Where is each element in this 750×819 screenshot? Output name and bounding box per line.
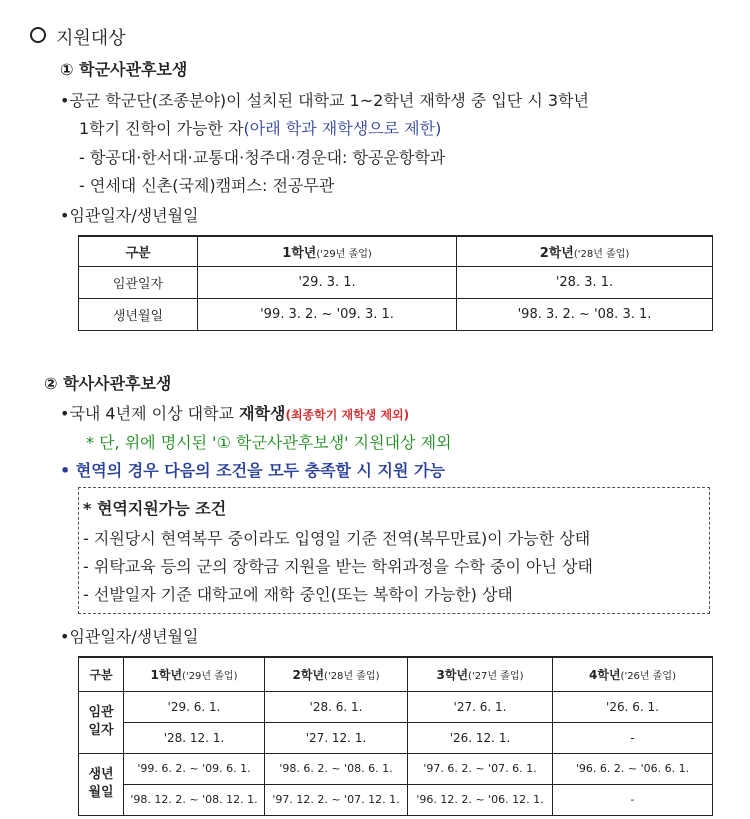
cadet-row-birth-label: 생년월일	[79, 298, 198, 330]
commission-r2-y4: -	[553, 722, 713, 753]
box-title: * 현역지원가능 조건	[83, 499, 227, 518]
cadet-th-div: 구분	[79, 236, 198, 266]
bachelor-bullet-blue: • 현역의 경우 다음의 조건을 모두 충족할 시 지원 가능	[60, 461, 445, 480]
cadet-dept-1: - 항공대·한서대·교통대·청주대·경운대: 항공운항학과	[79, 148, 446, 167]
cadet-bullet-1: •공군 학군단(조종분야)이 설치된 대학교 1~2학년 재학생 중 입단 시 3학년	[60, 91, 589, 110]
cadet-row-birth-y1: '99. 3. 2. ~ '09. 3. 1.	[198, 298, 457, 330]
cadet-dept-2: - 연세대 신촌(국제)캠퍼스: 전공무관	[79, 176, 335, 195]
cadet-dates-label: •임관일자/생년월일	[60, 206, 199, 225]
cadet-row-commission-y2: '28. 3. 1.	[457, 266, 713, 298]
bachelor-heading: ② 학사사관후보생	[44, 374, 172, 393]
cadet-th-y1: 1학년('29년 졸업)	[198, 236, 457, 266]
bachelor-th-y4: 4학년('26년 졸업)	[553, 657, 713, 691]
bachelor-bullet-1: •국내 4년제 이상 대학교 재학생(최종학기 재학생 제외)	[60, 404, 410, 423]
bachelor-dates-table	[78, 656, 713, 816]
birth-r1-y4: '96. 6. 2. ~ '06. 6. 1.	[553, 753, 713, 784]
bachelor-th-y3: 3학년('27년 졸업)	[408, 657, 553, 691]
cadet-heading: ① 학군사관후보생	[60, 60, 188, 79]
cadet-row-commission-label: 임관일자	[79, 266, 198, 298]
active-duty-conditions-box	[78, 487, 710, 614]
bachelor-th-div: 구분	[79, 657, 124, 691]
cadet-dates-table	[78, 235, 713, 331]
bachelor-th-y1: 1학년('29년 졸업)	[124, 657, 265, 691]
cadet-row-birth-y2: '98. 3. 2. ~ '08. 3. 1.	[457, 298, 713, 330]
birth-r2-y1: '98. 12. 2. ~ '08. 12. 1.	[124, 784, 265, 815]
bachelor-note-green: * 단, 위에 명시된 '① 학군사관후보생' 지원대상 제외	[86, 433, 452, 452]
box-line-2: - 위탁교육 등의 군의 장학금 지원을 받는 학위과정을 수학 중이 아닌 상태	[83, 557, 593, 576]
bachelor-th-y2: 2학년('28년 졸업)	[265, 657, 408, 691]
commission-r1-y3: '27. 6. 1.	[408, 691, 553, 722]
commission-r2-y2: '27. 12. 1.	[265, 722, 408, 753]
birth-r2-y4: -	[553, 784, 713, 815]
birth-r2-y3: '96. 12. 2. ~ '06. 12. 1.	[408, 784, 553, 815]
cadet-row-commission-y1: '29. 3. 1.	[198, 266, 457, 298]
box-line-1: - 지원당시 현역복무 중이라도 입영일 기준 전역(복무만료)이 가능한 상태	[83, 529, 591, 548]
section-title: 지원대상	[30, 24, 126, 50]
birth-r1-y2: '98. 6. 2. ~ '08. 6. 1.	[265, 753, 408, 784]
commission-r2-y3: '26. 12. 1.	[408, 722, 553, 753]
commission-r1-y4: '26. 6. 1.	[553, 691, 713, 722]
commission-r2-y1: '28. 12. 1.	[124, 722, 265, 753]
birth-r2-y2: '97. 12. 2. ~ '07. 12. 1.	[265, 784, 408, 815]
bachelor-birth-label: 생년 월일	[79, 753, 124, 815]
bachelor-dates-label: •임관일자/생년월일	[60, 627, 199, 646]
birth-r1-y3: '97. 6. 2. ~ '07. 6. 1.	[408, 753, 553, 784]
box-line-3: - 선발일자 기준 대학교에 재학 중인(또는 복학이 가능한) 상태	[83, 585, 513, 604]
cadet-bullet-1-cont: 1학기 진학이 가능한 자(아래 학과 재학생으로 제한)	[79, 119, 442, 138]
circle-bullet-icon	[30, 27, 46, 43]
commission-r1-y2: '28. 6. 1.	[265, 691, 408, 722]
birth-r1-y1: '99. 6. 2. ~ '09. 6. 1.	[124, 753, 265, 784]
cadet-th-y2: 2학년('28년 졸업)	[457, 236, 713, 266]
commission-r1-y1: '29. 6. 1.	[124, 691, 265, 722]
bachelor-commission-label: 임관 일자	[79, 691, 124, 753]
